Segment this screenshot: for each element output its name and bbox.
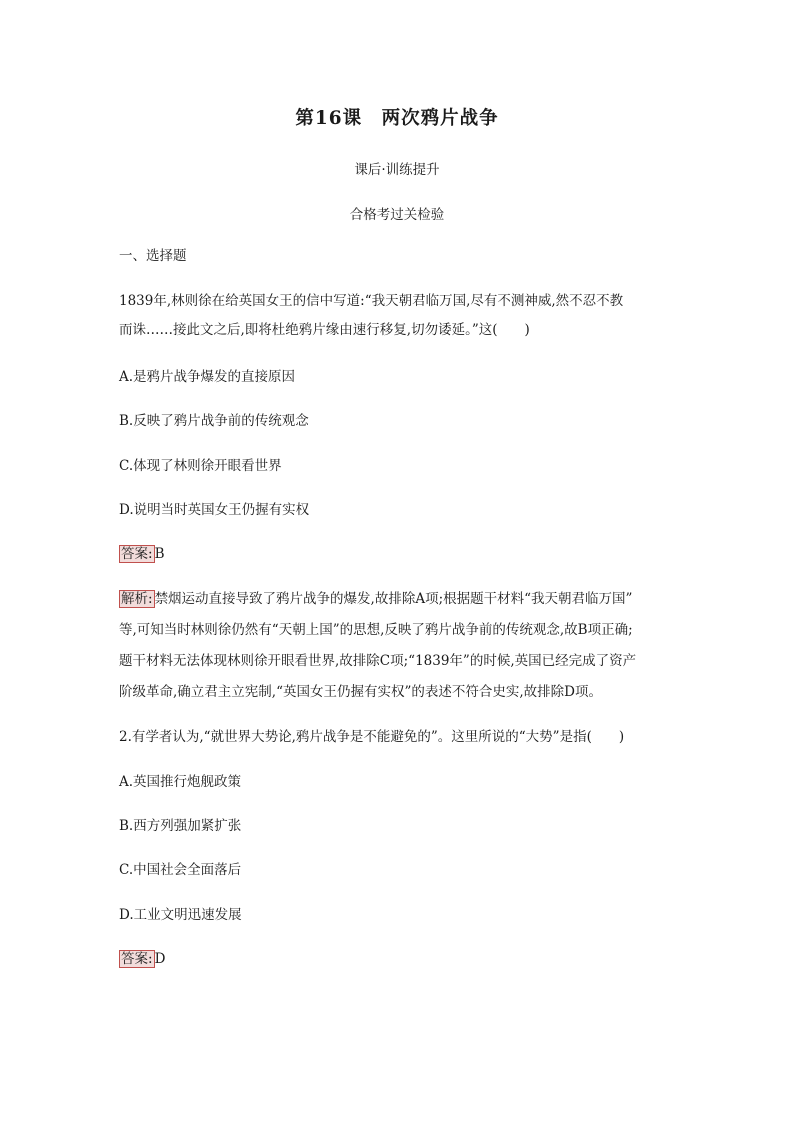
question-2-line-1: 2.有学者认为,“就世界大势论,鸦片战争是不能避免的”。这里所说的“大势”是指( ) (119, 729, 625, 745)
analysis-tag: 解析: (121, 591, 153, 607)
question-1-analysis-line-1 (119, 589, 679, 609)
question-1-option-c: C.体现了林则徐开眼看世界 (119, 458, 282, 474)
question-1-line-2: 而诛……接此文之后,即将杜绝鸦片缘由速行移复,切勿诿延。”这( ) (119, 322, 530, 338)
question-1-line-1 (119, 291, 679, 311)
page-title: 第16课 两次鸦片战争 (295, 108, 499, 129)
question-2-option-d: D.工业文明迅速发展 (119, 907, 242, 923)
question-1-analysis-line-4: 阶级革命,确立君主立宪制,“英国女王仍握有实权”的表述不符合史实,故排除D项。 (119, 684, 602, 700)
question-2-answer (119, 949, 679, 969)
question-1-analysis-line-3: 题干材料无法体现林则徐开眼看世界,故排除C项;“1839年”的时候,英国已经完成了资产 (119, 653, 637, 669)
question-1-option-a: A.是鸦片战争爆发的直接原因 (119, 369, 296, 385)
section-heading: 一、选择题 (119, 248, 187, 264)
answer-value: D (154, 951, 166, 967)
subtitle-after-class: 课后·训练提升 (354, 162, 440, 178)
question-1-text: 1839年,林则徐在给英国女王的信中写道:“我天朝君临万国,尽有不测神威,然不忍不教 (119, 293, 624, 309)
question-1-analysis-line-2: 等,可知当时林则徐仍然有“天朝上国”的思想,反映了鸦片战争前的传统观念,故B项正确; (119, 622, 633, 638)
question-2-option-a: A.英国推行炮舰政策 (119, 774, 242, 790)
answer-tag: 答案: (121, 546, 153, 562)
answer-value: B (154, 546, 165, 562)
question-1-option-b: B.反映了鸦片战争前的传统观念 (119, 413, 309, 429)
question-1-option-d: D.说明当时英国女王仍握有实权 (119, 502, 310, 518)
analysis-text: 禁烟运动直接导致了鸦片战争的爆发,故排除A项;根据题干材料“我天朝君临万国” (154, 591, 633, 607)
question-2-option-c: C.中国社会全面落后 (119, 862, 242, 878)
subtitle-qualification: 合格考过关检验 (349, 207, 445, 223)
question-2-option-b: B.西方列强加紧扩张 (119, 818, 242, 834)
question-1-answer (119, 544, 679, 564)
answer-tag: 答案: (121, 951, 153, 967)
